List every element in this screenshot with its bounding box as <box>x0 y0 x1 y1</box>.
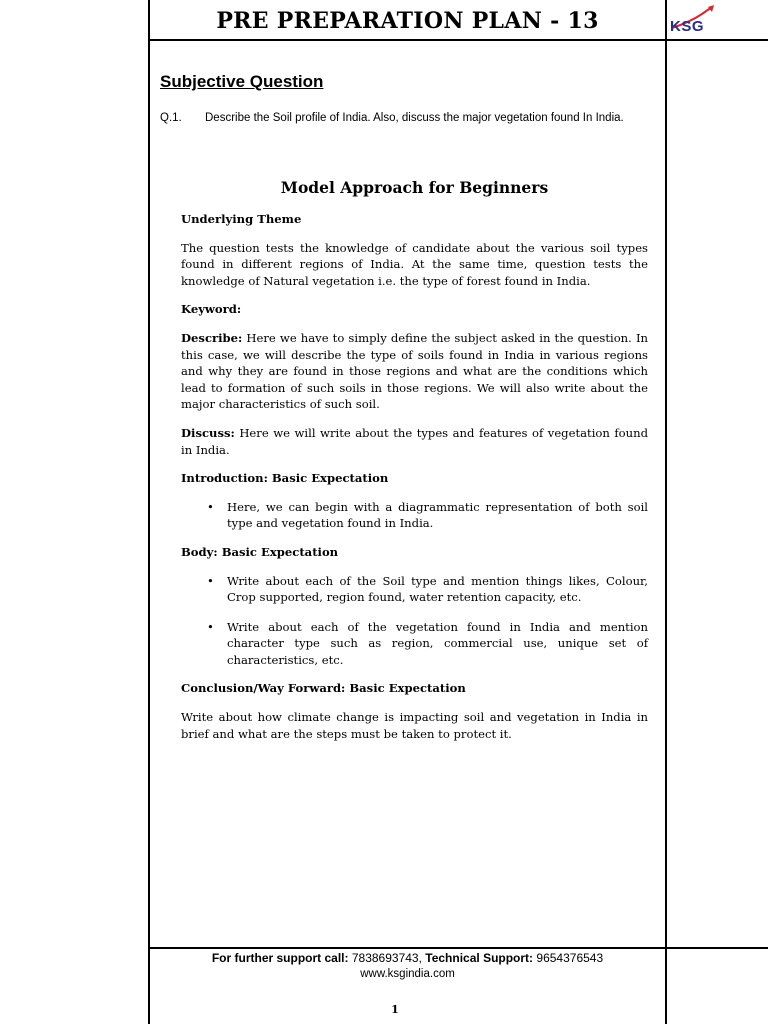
bullet-text: Write about each of the vegetation found in India and mention character type such as region, commercial use, unique set of characteristics, etc. <box>227 619 648 667</box>
model-approach-section <box>181 178 648 754</box>
support-contact-line <box>150 951 665 966</box>
header-divider <box>148 39 768 41</box>
ksg-logo <box>668 4 728 38</box>
describe-label: Describe: <box>181 330 243 345</box>
frame-left-line <box>148 0 150 1024</box>
technical-support-label: Technical Support: <box>425 951 534 965</box>
discuss-label: Discuss: <box>181 425 235 440</box>
describe-paragraph <box>181 330 648 413</box>
bullet-icon: • <box>207 573 214 588</box>
bullet-icon: • <box>207 619 214 634</box>
website-link[interactable]: www.ksgindia.com <box>360 968 455 980</box>
conclusion-text: Write about how climate change is impacting soil and vegetation in India in brief and what are the steps must be taken to protect it. <box>181 710 648 741</box>
bullet-icon: • <box>207 499 214 514</box>
support-phone: 7838693743, <box>348 951 426 965</box>
technical-support-phone: 9654376543 <box>533 951 604 965</box>
body-bullets <box>181 573 648 669</box>
conclusion-heading: Conclusion/Way Forward: Basic Expectation <box>181 681 466 696</box>
list-item <box>181 619 648 669</box>
bullet-text: Write about each of the Soil type and mention things likes, Colour, Crop supported, region found, water retention capacity, etc. <box>227 573 648 605</box>
question-text: Describe the Soil profile of India. Also, discuss the major vegetation found In India. <box>205 112 624 124</box>
model-approach-title: Model Approach for Beginners <box>280 178 549 197</box>
list-item <box>181 499 648 532</box>
discuss-paragraph <box>181 425 648 458</box>
page-title: PRE PREPARATION PLAN - 13 <box>216 8 599 34</box>
page-number: 1 <box>391 1003 399 1016</box>
support-label: For further support call: <box>211 951 349 965</box>
body-heading: Body: Basic Expectation <box>181 544 339 559</box>
footer-divider <box>148 947 768 949</box>
question-number: Q.1. <box>160 112 182 124</box>
introduction-bullets <box>181 499 648 532</box>
bullet-text: Here, we can begin with a diagrammatic representation of both soil type and vegetation found in India. <box>227 499 648 531</box>
underlying-theme-heading: Underlying Theme <box>181 212 302 226</box>
frame-right-line <box>665 0 667 1024</box>
logo-text: KSG <box>670 18 705 35</box>
describe-text: Here we have to simply define the subject asked in the question. In this case, we will describe the type of soils found in India in various regions and why they are found in those regions and what are the conditions which lead to formation of such soils in those regions. We will also write about the major characteristics of such soil. <box>181 330 648 412</box>
list-item <box>181 573 648 606</box>
discuss-text: Here we will write about the types and features of vegetation found in India. <box>181 425 648 457</box>
keyword-heading: Keyword: <box>181 302 242 317</box>
subjective-question-heading: Subjective Question <box>160 72 324 91</box>
underlying-theme-text: The question tests the knowledge of candidate about the various soil types found in different regions of India. At the same time, question tests the knowledge of Natural vegetation i.e. the type of forest found in India. <box>181 240 648 288</box>
introduction-heading: Introduction: Basic Expectation <box>181 471 389 486</box>
